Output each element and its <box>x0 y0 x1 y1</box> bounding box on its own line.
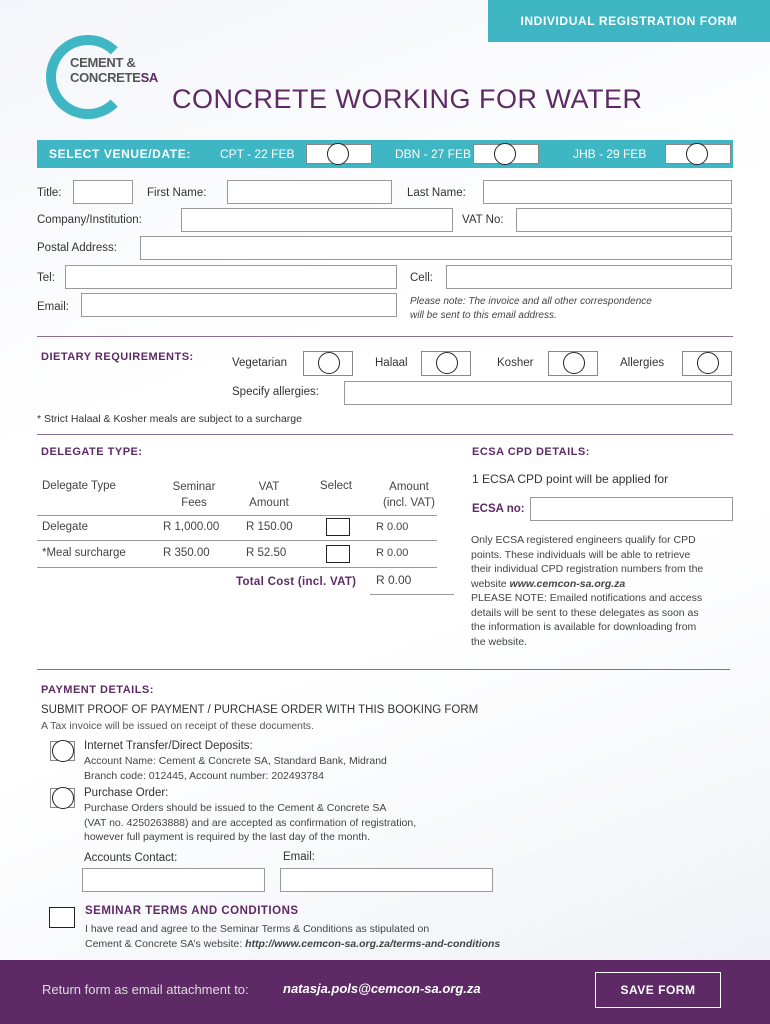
delegate-select-checkbox[interactable] <box>326 518 350 536</box>
postal-label: Postal Address: <box>37 242 117 254</box>
eft-title: Internet Transfer/Direct Deposits: <box>84 740 253 752</box>
venue-radio-jhb[interactable] <box>665 144 731 164</box>
row-fee: R 350.00 <box>163 547 210 559</box>
radio-circle-icon <box>327 143 349 165</box>
radio-circle-icon <box>318 352 340 374</box>
ecsa-intro: 1 ECSA CPD point will be applied for <box>472 472 669 486</box>
payment-po-radio[interactable] <box>50 788 75 808</box>
ecsa-no-field[interactable] <box>530 497 733 521</box>
diet-allergies-radio[interactable] <box>682 351 732 376</box>
payment-heading: PAYMENT DETAILS: <box>41 684 154 696</box>
return-email-link[interactable]: natasja.pols@cemcon-sa.org.za <box>283 981 481 996</box>
email-field[interactable] <box>81 293 397 317</box>
ecsa-info-paragraph: Only ECSA registered engineers qualify for CPD points. These individuals will be able to retrieve their individual CPD registration numbers from the website www.cemcon-sa.org.za PLEASE NOTE: Emailed notifications and access details will be sent to these delegates as soon as the information is available for downloading from the website. <box>471 534 704 648</box>
meal-surcharge-select-checkbox[interactable] <box>326 545 350 563</box>
logo-line2: CONCRETESA <box>70 70 159 85</box>
logo-line1: CEMENT & <box>70 55 136 70</box>
tax-invoice-note: A Tax invoice will be issued on receipt of these documents. <box>41 720 314 732</box>
specify-allergies-label: Specify allergies: <box>232 386 319 398</box>
dietary-heading: DIETARY REQUIREMENTS: <box>41 351 194 363</box>
row-amount: R 0.00 <box>376 521 409 533</box>
payment-eft-radio[interactable] <box>50 741 75 761</box>
company-label: Company/Institution: <box>37 214 142 226</box>
divider <box>37 669 730 670</box>
ecsa-no-label: ECSA no: <box>472 503 525 515</box>
diet-kosher-label: Kosher <box>497 357 534 369</box>
first-name-field[interactable] <box>227 180 392 204</box>
terms-heading: SEMINAR TERMS AND CONDITIONS <box>85 905 299 917</box>
table-line <box>37 567 437 568</box>
return-form-text: Return form as email attachment to: <box>42 982 249 997</box>
diet-kosher-radio[interactable] <box>548 351 598 376</box>
accounts-email-field[interactable] <box>280 868 493 892</box>
diet-vegetarian-radio[interactable] <box>303 351 353 376</box>
email-note: Please note: The invoice and all other correspondence will be sent to this email address. <box>410 296 652 321</box>
total-cost-value: R 0.00 <box>376 573 412 587</box>
logo-text <box>70 55 158 85</box>
table-line <box>37 515 437 516</box>
radio-circle-icon <box>563 352 585 374</box>
cell-field[interactable] <box>446 265 732 289</box>
col-amount: Amount (incl. VAT) <box>383 481 435 509</box>
specify-allergies-field[interactable] <box>344 381 732 405</box>
diet-halaal-label: Halaal <box>375 357 408 369</box>
accounts-contact-field[interactable] <box>82 868 265 892</box>
vat-label: VAT No: <box>462 214 504 226</box>
venue-radio-cpt[interactable] <box>306 144 372 164</box>
row-type: *Meal surcharge <box>42 547 126 559</box>
ecsa-website-link: www.cemcon-sa.org.za <box>509 577 626 590</box>
radio-circle-icon <box>52 740 74 762</box>
radio-circle-icon <box>494 143 516 165</box>
radio-circle-icon <box>697 352 719 374</box>
terms-text: I have read and agree to the Seminar Terms & Conditions as stipulated on Cement & Concrete SA’s website: http://www.cemcon-sa.org.za/terms-and-conditions <box>85 923 501 950</box>
radio-circle-icon <box>52 787 74 809</box>
row-vat: R 52.50 <box>246 547 287 559</box>
terms-link[interactable]: http://www.cemcon-sa.org.za/terms-and-conditions <box>245 937 501 950</box>
postal-address-field[interactable] <box>140 236 732 260</box>
delegate-heading: DELEGATE TYPE: <box>41 446 143 458</box>
last-name-label: Last Name: <box>407 187 466 199</box>
radio-circle-icon <box>436 352 458 374</box>
title-field[interactable] <box>73 180 133 204</box>
accounts-email-label: Email: <box>283 851 315 863</box>
cell-label: Cell: <box>410 272 434 284</box>
row-type: Delegate <box>42 521 89 533</box>
email-label: Email: <box>37 301 69 313</box>
first-name-label: First Name: <box>147 187 207 199</box>
eft-details: Account Name: Cement & Concrete SA, Standard Bank, Midrand Branch code: 012445, Account number: 202493784 <box>84 755 387 782</box>
vat-field[interactable] <box>516 208 732 232</box>
company-logo <box>46 35 166 125</box>
diet-vegetarian-label: Vegetarian <box>232 357 287 369</box>
total-cost-label: Total Cost (incl. VAT) <box>236 576 357 588</box>
last-name-field[interactable] <box>483 180 732 204</box>
table-line <box>37 540 437 541</box>
po-details: Purchase Orders should be issued to the Cement & Concrete SA (VAT no. 4250263888) and are accepted as confirmation of registration, however full payment is required by the last day of the month. <box>84 802 417 843</box>
footer <box>0 960 770 1024</box>
divider <box>37 336 733 337</box>
row-vat: R 150.00 <box>246 521 293 533</box>
venue-radio-dbn[interactable] <box>473 144 539 164</box>
row-amount: R 0.00 <box>376 547 409 559</box>
col-vat-amount: VAT Amount <box>249 481 289 509</box>
diet-halaal-radio[interactable] <box>421 351 471 376</box>
accounts-contact-label: Accounts Contact: <box>84 852 178 864</box>
radio-circle-icon <box>686 143 708 165</box>
diet-allergies-label: Allergies <box>620 357 665 369</box>
tel-label: Tel: <box>37 272 55 284</box>
row-fee: R 1,000.00 <box>163 521 220 533</box>
divider <box>37 434 733 435</box>
tel-field[interactable] <box>65 265 397 289</box>
submit-proof-text: SUBMIT PROOF OF PAYMENT / PURCHASE ORDER WITH THIS BOOKING FORM <box>41 704 479 716</box>
terms-agree-checkbox[interactable] <box>49 907 75 928</box>
company-field[interactable] <box>181 208 453 232</box>
col-select: Select <box>320 480 352 492</box>
page-title: CONCRETE WORKING FOR WATER <box>172 84 643 114</box>
col-seminar-fees: Seminar Fees <box>172 481 216 509</box>
venue-option-dbn-label: DBN - 27 FEB <box>395 147 472 161</box>
venue-option-jhb-label: JHB - 29 FEB <box>573 147 647 161</box>
title-label: Title: <box>37 187 62 199</box>
surcharge-note: * Strict Halaal & Kosher meals are subject to a surcharge <box>37 413 302 425</box>
ecsa-heading: ECSA CPD DETAILS: <box>472 446 590 458</box>
form-type-banner: INDIVIDUAL REGISTRATION FORM <box>488 0 770 42</box>
col-delegate-type: Delegate Type <box>42 480 116 492</box>
save-form-button[interactable]: SAVE FORM <box>595 972 721 1008</box>
table-line <box>370 594 454 595</box>
venue-option-cpt-label: CPT - 22 FEB <box>220 147 295 161</box>
venue-label: SELECT VENUE/DATE: <box>49 147 191 161</box>
po-title: Purchase Order: <box>84 787 169 799</box>
venue-bar <box>37 140 733 168</box>
